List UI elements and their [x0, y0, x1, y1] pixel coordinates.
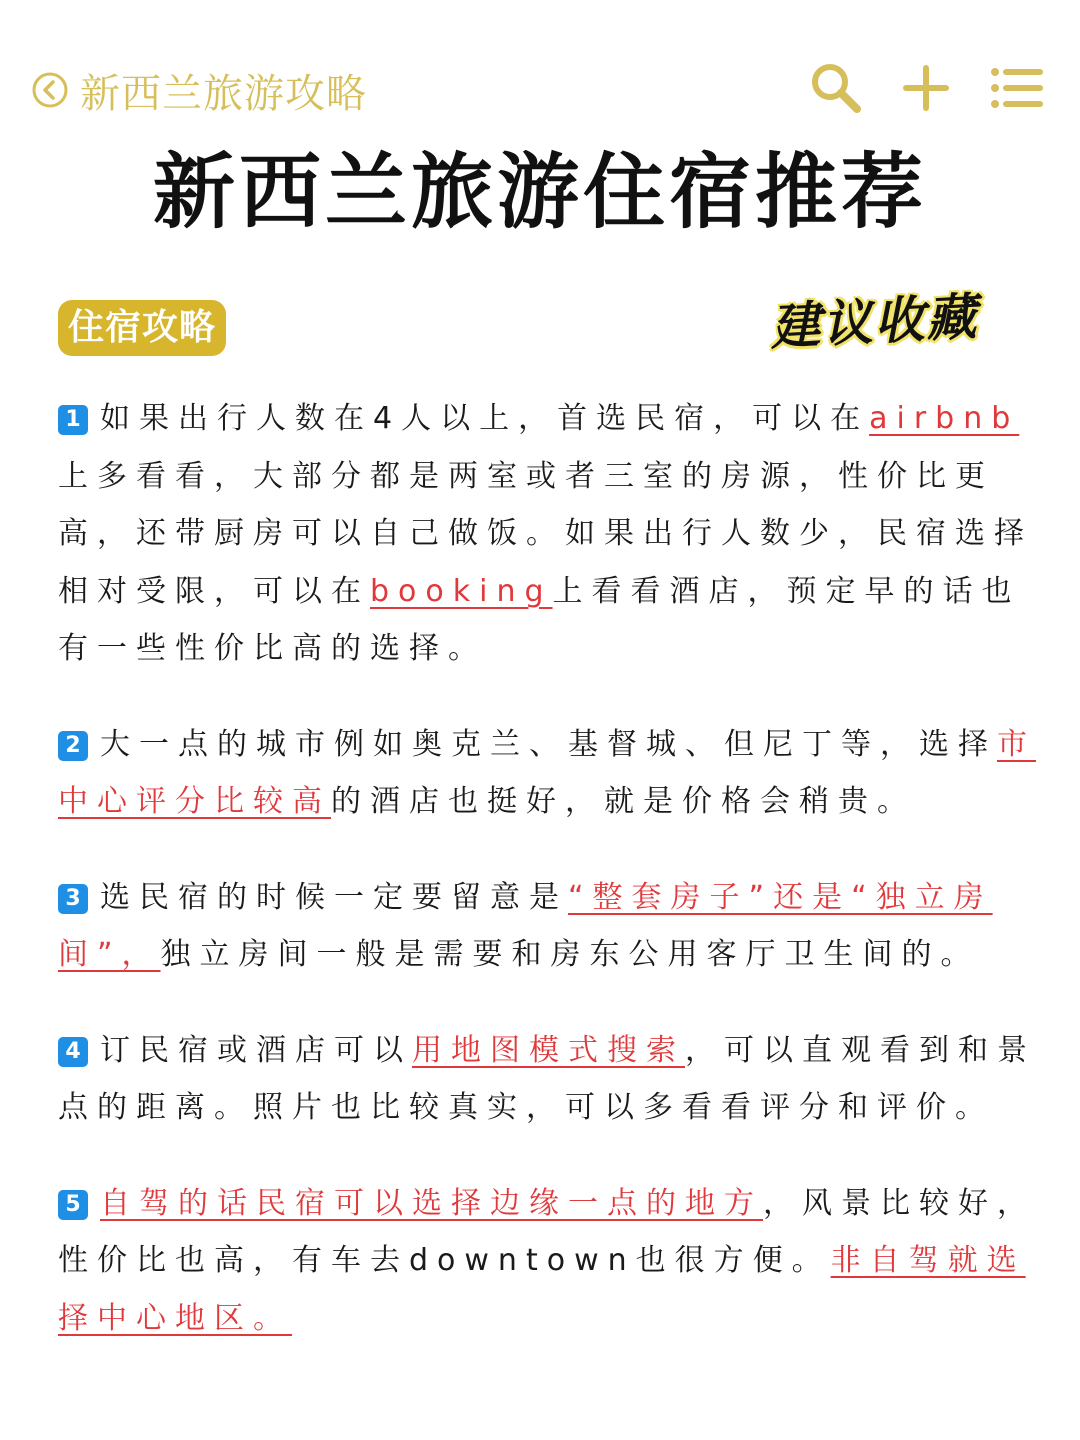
- add-button[interactable]: [896, 58, 956, 118]
- top-bar: [0, 0, 1080, 140]
- tip-text: 订民宿或酒店可以: [100, 1032, 412, 1068]
- tip-3: [58, 869, 1048, 984]
- tip-text: 的酒店也挺好，就是价格会稍贵。: [331, 784, 916, 819]
- back-button[interactable]: [30, 62, 367, 118]
- highlight-text: 自驾的话民宿可以选择边缘一点的地方: [100, 1185, 763, 1221]
- highlight-text: booking: [370, 573, 553, 609]
- tip-text: 上看看酒店，预定早的话也有一些性价比高的选择。: [58, 573, 1021, 666]
- tip-4: [58, 1022, 1048, 1137]
- number-badge: 3: [58, 884, 88, 914]
- tip-text: 选民宿的时候一定要留意是: [100, 879, 568, 915]
- plus-icon: [898, 60, 954, 116]
- search-icon: [808, 60, 864, 116]
- tip-text: ，风景比较好，性价比也高，有车去downtown也很方便。: [58, 1185, 1036, 1278]
- section-tag: 住宿攻略: [58, 300, 226, 356]
- highlight-text: “整套房子”还是“独立房间”，: [58, 879, 993, 972]
- tip-5: [58, 1175, 1048, 1348]
- page-title: 新西兰旅游住宿推荐: [152, 145, 927, 240]
- tip-text: 如果出行人数在4人以上，首选民宿，可以在: [100, 401, 870, 436]
- highlight-text: 市中心评分比较高: [58, 726, 1036, 819]
- number-badge: 1: [58, 405, 88, 435]
- tip-2: [58, 716, 1048, 831]
- number-badge: 5: [58, 1190, 88, 1220]
- search-button[interactable]: [806, 58, 866, 118]
- tips-list: [58, 390, 1048, 1347]
- header-actions: [806, 58, 1046, 118]
- number-badge: 2: [58, 731, 88, 761]
- menu-icon: [988, 60, 1044, 116]
- tip-text: 独立房间一般是需要和房东公用客厅卫生间的。: [160, 937, 980, 972]
- tip-text: 上多看看，大部分都是两室或者三室的房源，性价比更高，还带厨房可以自己做饭。如果出行人数少，民宿选择相对受限，可以在: [58, 458, 1033, 609]
- bookmark-stamp: 建议收藏: [768, 286, 980, 357]
- highlight-text: 非自驾就选择中心地区。: [58, 1243, 1026, 1336]
- highlight-text: 用地图模式搜索: [412, 1032, 685, 1068]
- tip-text: ，可以直观看到和景点的距离。照片也比较真实，可以多看看评分和评价。: [58, 1032, 1036, 1125]
- back-chevron-icon: [30, 70, 70, 110]
- back-title: 新西兰旅游攻略: [80, 70, 367, 117]
- highlight-text: airbnb: [869, 401, 1020, 436]
- tip-text: 大一点的城市例如奥克兰、基督城、但尼丁等，选择: [100, 726, 997, 762]
- number-badge: 4: [58, 1037, 88, 1067]
- tip-1: [58, 390, 1048, 678]
- menu-button[interactable]: [986, 58, 1046, 118]
